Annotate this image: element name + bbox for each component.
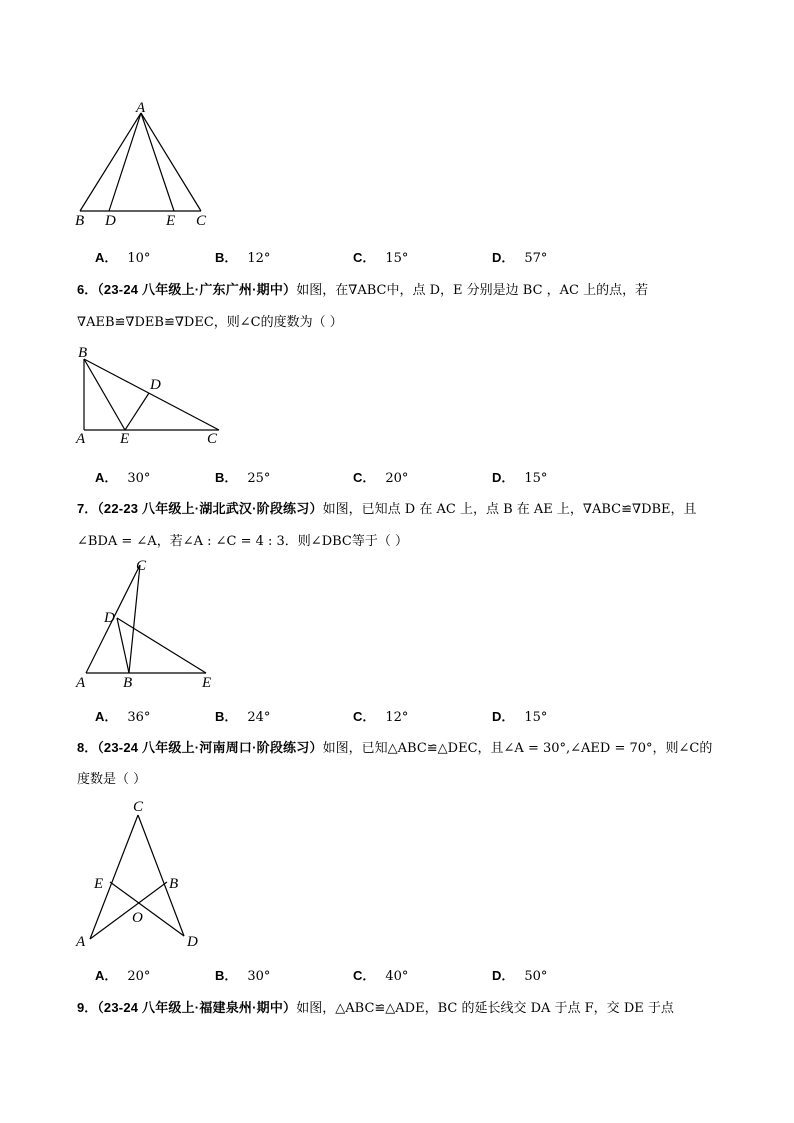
q8-stem-line2: 度数是（ ） [77, 772, 147, 787]
q7-label-c: C [136, 558, 147, 574]
q7-stem-line2: ∠BDA = ∠A，若∠A : ∠C = 4 : 3．则∠DBC等于（ ） [77, 534, 408, 549]
q7-label-e: E [202, 675, 212, 691]
q6-stem-line1: 6．（23-24 八年级上·广东广州·期中）如图，在∇ABC中，点 D，E 分别是边 BC ，AC 上的点，若 [77, 282, 649, 298]
q8-option-b[interactable]: B． 30° [215, 968, 271, 984]
q5-label-c: C [196, 213, 207, 229]
q7-source: （22-23 八年级上·湖北武汉·阶段练习） [97, 501, 323, 516]
q7-line-bc [129, 565, 140, 673]
q7-label-a: A [76, 675, 86, 691]
q6-option-d[interactable]: D． 15° [492, 470, 548, 486]
q5-line-ae [141, 113, 174, 211]
q8-label-b: B [169, 876, 179, 892]
q5-figure [70, 100, 230, 232]
q8-label-e: E [94, 876, 104, 892]
q5-label-a: A [136, 100, 146, 116]
q6-label-e: E [120, 431, 130, 447]
q6-figure [72, 342, 232, 448]
q7-option-c[interactable]: C． 12° [353, 709, 409, 725]
q6-option-b[interactable]: B． 25° [215, 470, 271, 486]
q5-label-d: D [105, 213, 116, 229]
q5-option-a[interactable]: A． 10° [95, 250, 151, 266]
q7-figure [72, 556, 232, 692]
q8-stem-line1: 8．（23-24 八年级上·河南周口·阶段练习）如图，已知△ABC≌△DEC，且∠A = 30°,∠AED = 70°，则∠C的 [77, 740, 713, 756]
q6-source: （23-24 八年级上·广东广州·期中） [97, 282, 297, 297]
q9-source: （23-24 八年级上·福建泉州·期中） [97, 1000, 297, 1015]
q6-label-c: C [207, 431, 218, 447]
q8-option-d[interactable]: D． 50° [492, 968, 548, 984]
q8-label-d: D [187, 934, 198, 950]
q8-label-c: C [133, 799, 144, 815]
q8-option-c[interactable]: C． 40° [353, 968, 409, 984]
q6-label-b: B [78, 345, 88, 361]
q5-option-c[interactable]: C． 15° [353, 250, 409, 266]
q6-option-a[interactable]: A． 30° [95, 470, 151, 486]
q5-label-e: E [166, 213, 176, 229]
q7-option-a[interactable]: A． 36° [95, 709, 151, 725]
q6-label-d: D [150, 377, 161, 393]
q5-option-b[interactable]: B． 12° [215, 250, 271, 266]
q7-option-b[interactable]: B． 24° [215, 709, 271, 725]
q5-option-d[interactable]: D． 57° [492, 250, 548, 266]
q8-option-a[interactable]: A． 20° [95, 968, 151, 984]
q7-line-db [117, 618, 129, 673]
q6-stem-line2: ∇AEB≌∇DEB≌∇DEC，则∠C的度数为（ ） [77, 315, 343, 330]
q7-label-b: B [123, 675, 133, 691]
q5-line-ac [141, 113, 201, 211]
q6-line-ed [125, 393, 149, 430]
q6-option-c[interactable]: C． 20° [353, 470, 409, 486]
q7-stem-line1: 7．（22-23 八年级上·湖北武汉·阶段练习）如图，已知点 D 在 AC 上，点 B 在 AE 上，∇ABC≌∇DBE，且 [77, 501, 697, 517]
q9-stem-line1: 9．（23-24 八年级上·福建泉州·期中）如图，△ABC≌△ADE，BC 的延长线交 DA 于点 F，交 DE 于点 [77, 1000, 674, 1016]
q8-source: （23-24 八年级上·河南周口·阶段练习） [97, 740, 323, 755]
q7-label-d: D [104, 610, 115, 626]
q5-label-b: B [75, 213, 85, 229]
q6-label-a: A [76, 431, 86, 447]
q8-label-o: O [132, 910, 143, 926]
q5-line-ad [109, 113, 141, 211]
q8-label-a: A [76, 934, 86, 950]
q5-line-ab [80, 113, 141, 211]
q8-figure [72, 796, 212, 952]
q7-option-d[interactable]: D． 15° [492, 709, 548, 725]
